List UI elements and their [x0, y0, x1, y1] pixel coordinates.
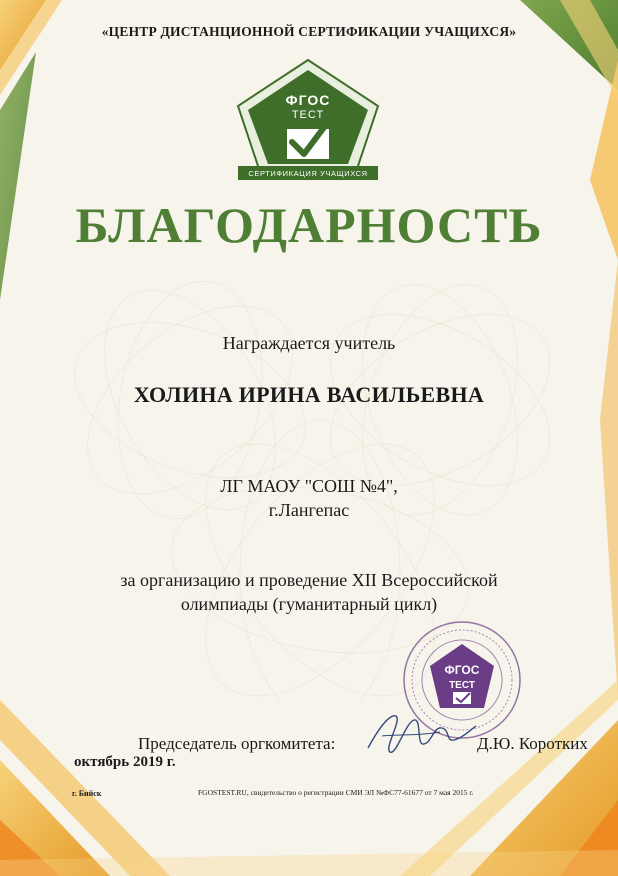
logo-band-text: СЕРТИФИКАЦИЯ УЧАЩИХСЯ [248, 169, 368, 178]
reason-line-2: олимпиады (гуманитарный цикл) [180, 594, 438, 614]
signature [360, 696, 480, 766]
reason-block [0, 568, 618, 616]
issue-city: г. Бийск [72, 789, 102, 798]
awarded-line: Награждается учитель [222, 333, 396, 353]
stamp-subtitle: ТЕСТ [449, 680, 475, 691]
reason-line-1: за организацию и проведение XII Всероссийской [120, 570, 498, 590]
school-name: ЛГ МАОУ "СОШ №4", [220, 476, 398, 496]
school-city: г.Лангепас [268, 500, 350, 520]
organization-title: «ЦЕНТР ДИСТАНЦИОННОЙ СЕРТИФИКАЦИИ УЧАЩИХСЯ» [101, 24, 517, 39]
logo-subtitle: ТЕСТ [291, 109, 325, 121]
fgos-test-logo [232, 56, 384, 186]
recipient-name: ХОЛИНА ИРИНА ВАСИЛЬЕВНА [133, 382, 485, 407]
certificate-heading: БЛАГОДАРНОСТЬ [75, 197, 543, 253]
logo-title: ФГОС [285, 92, 331, 108]
registration-note: FGOSTEST.RU, свидетельство о регистрации СМИ ЭЛ №ФС77-61677 от 7 мая 2015 г. [198, 788, 474, 797]
chairman-label: Председатель оргкомитета: [138, 734, 336, 753]
chairman-name: Д.Ю. Коротких [477, 734, 588, 753]
school-block [0, 474, 618, 522]
issue-date: октябрь 2019 г. [74, 754, 176, 770]
logo-pentagon-icon [232, 56, 384, 186]
stamp-title: ФГОС [444, 663, 480, 677]
